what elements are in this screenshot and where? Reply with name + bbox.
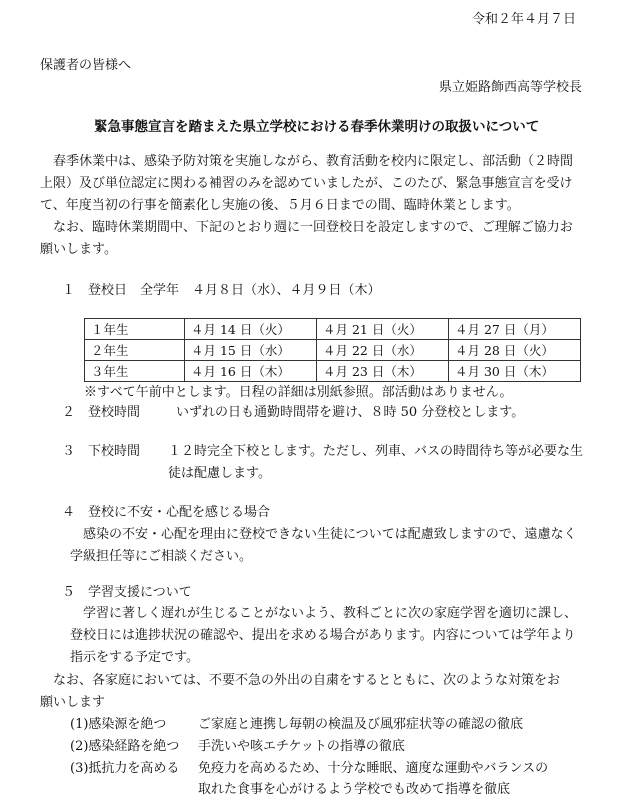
date: 令和２年４月７日 <box>472 12 577 27</box>
date-cell: ４月 21 日（火） <box>317 319 449 340</box>
intro-paragraph-1 <box>40 151 573 217</box>
text-line: 感染の不安・心配を理由に登校できない生徒については配慮致しますので、遠慮なく <box>70 527 577 542</box>
date-cell: ４月 23 日（木） <box>317 361 449 382</box>
section-4-heading: ４ 登校に不安・心配を感じる場合 <box>62 505 271 520</box>
text-line: 学級担任等にご相談ください。 <box>70 549 253 564</box>
text-line: なお、臨時休業期間中、下記のとおり週に一回登校日を設定しますので、ご理解ご協力お <box>40 220 573 235</box>
page-title: 緊急事態宣言を踏まえた県立学校における春季休業明けの取扱いについて <box>94 119 540 135</box>
date-cell: ４月 28 日（火） <box>449 340 581 361</box>
table-row <box>85 361 581 382</box>
date-cell: ４月 22 日（水） <box>317 340 449 361</box>
date-cell: ４月 15 日（水） <box>185 340 317 361</box>
date-cell: ４月 14 日（火） <box>185 319 317 340</box>
text-line: なお、各家庭においては、不要不急の外出の自粛をするとともに、次のような対策をお <box>40 673 561 688</box>
section-2-text: いずれの日も通勤時間帯を避け、８時 50 分登校とします。 <box>176 405 525 420</box>
grade-cell: ２年生 <box>85 340 185 361</box>
text-line: 願いします。 <box>40 242 117 257</box>
measure-label: (2)感染経路を絶つ <box>70 739 180 754</box>
date-cell: ４月 27 日（月） <box>449 319 581 340</box>
text-line: て、年度当初の行事を簡素化し実施の後、５月６日までの間、臨時休業とします。 <box>40 198 520 213</box>
schedule-note: ※すべて午前中とします。日程の詳細は別紙参照。部活動はありません。 <box>84 385 513 400</box>
measure-text: 取れた食事を心がけるよう学校でも改めて指導を徹底 <box>198 782 511 797</box>
section-5-text <box>70 603 577 669</box>
text-line: 指示をする予定です。 <box>70 650 199 665</box>
measure-text: 手洗いや咳エチケットの指導の徹底 <box>198 739 405 754</box>
section-3-label: ３ 下校時間 <box>62 444 141 459</box>
text-line: 登校日には進捗状況の確認や、提出を求める場合があります。内容については学年より <box>70 628 576 643</box>
section-1-heading: １ 登校日 全学年 ４月８日（水）、４月９日（木） <box>62 283 381 298</box>
section-3-text <box>168 441 583 485</box>
text-line: 春季休業中は、感染予防対策を実施しながら、教育活動を校内に限定し、部活動（２時間 <box>40 154 574 169</box>
text-line: 上限）及び単位認定に関わる補習のみを認めていましたが、このたび、緊急事態宣言を受け <box>40 176 573 191</box>
measure-text: 免疫力を高めるため、十分な睡眠、適度な運動やバランスの <box>198 761 549 776</box>
text-line: １２時完全下校とします。ただし、列車、バスの時間待ち等が必要な生 <box>168 444 583 459</box>
measure-text: ご家庭と連携し毎朝の検温及び風邪症状等の確認の徹底 <box>198 717 524 732</box>
addressee: 保護者の皆様へ <box>40 58 132 73</box>
text-line: 徒は配慮します。 <box>168 466 271 481</box>
measure-label: (1)感染源を絶つ <box>70 717 167 732</box>
sender: 県立姫路飾西高等学校長 <box>439 80 583 95</box>
school-day-schedule-table <box>84 318 581 382</box>
date-cell: ４月 16 日（木） <box>185 361 317 382</box>
grade-cell: １年生 <box>85 319 185 340</box>
date-cell: ４月 30 日（木） <box>449 361 581 382</box>
table-row <box>85 340 581 361</box>
text-line: 学習に著しく遅れが生じることがないよう、教科ごとに次の家庭学習を適切に課し、 <box>70 606 578 621</box>
section-2-label: ２ 登校時間 <box>62 405 141 420</box>
closing-paragraph <box>40 670 560 714</box>
table-row <box>85 319 581 340</box>
grade-cell: ３年生 <box>85 361 185 382</box>
intro-paragraph-2 <box>40 217 573 261</box>
section-5-heading: ５ 学習支援について <box>62 585 192 600</box>
text-line: 願いします <box>40 695 106 710</box>
section-4-text <box>70 524 576 568</box>
measure-label: (3)抵抗力を高める <box>70 761 180 776</box>
